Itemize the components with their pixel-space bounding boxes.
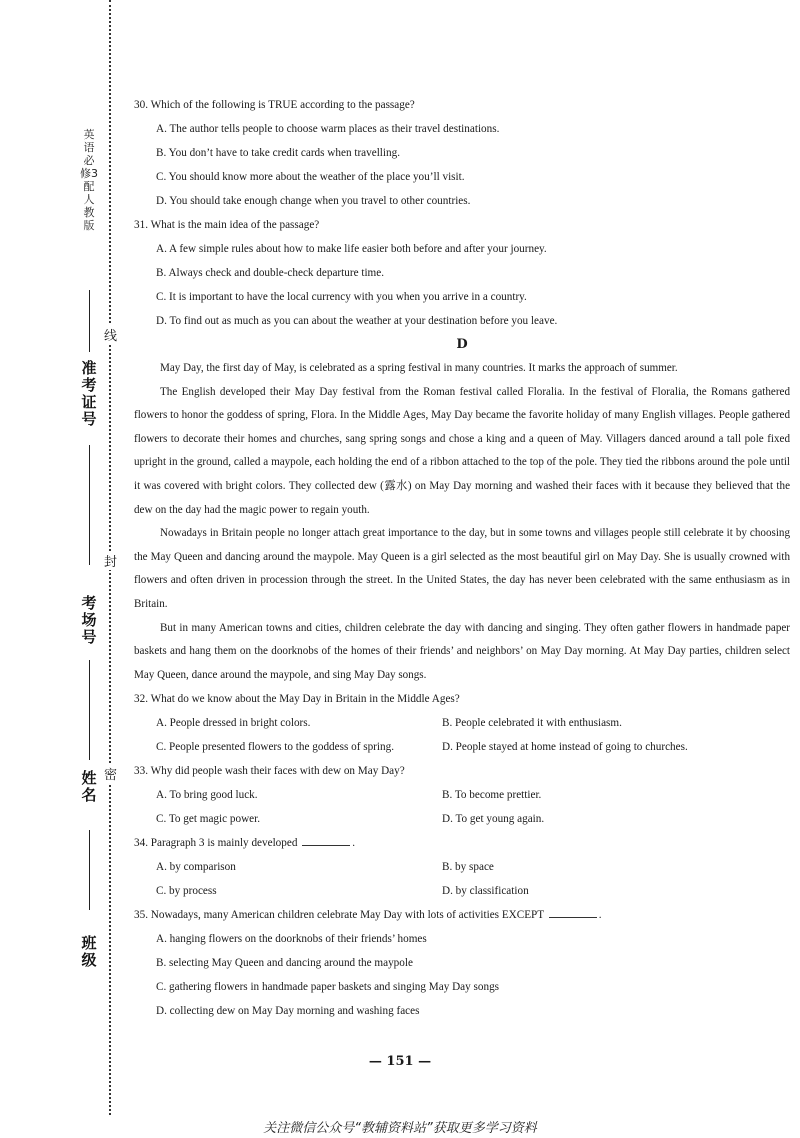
option-d: D. To find out as much as you can about the weather at your destination before you leave. xyxy=(156,315,558,327)
exam-room-label: 考场号 xyxy=(81,594,97,646)
option-b: B. You don’t have to take credit cards when travelling. xyxy=(156,147,400,159)
passage-paragraph-4: But in many American towns and cities, children celebrate the day with dancing and singing. They often gather flowers in handmade paper baskets and hang them on the doorknobs of the homes of their friends’ and neighbors’ on May Day morning. At May Day parties, children select May Queen, dance around the maypole, and sing May Day songs. xyxy=(134,621,790,681)
question-32 xyxy=(134,687,790,759)
question-stem: 30. Which of the following is TRUE according to the passage? xyxy=(134,99,415,111)
option-a: A. To bring good luck. xyxy=(156,789,258,802)
option-b: B. To become prettier. xyxy=(442,789,542,802)
answer-blank xyxy=(302,835,350,846)
option-a: A. People dressed in bright colors. xyxy=(156,717,311,730)
option-d: D. collecting dew on May Day morning and washing faces xyxy=(156,1005,420,1018)
passage xyxy=(134,357,790,687)
option-d: D. by classification xyxy=(442,885,529,898)
question-35 xyxy=(134,903,790,1023)
question-34 xyxy=(134,831,790,903)
question-30 xyxy=(134,93,790,213)
option-a: A. by comparison xyxy=(156,861,236,874)
answer-blank xyxy=(549,907,597,918)
question-33 xyxy=(134,759,790,831)
option-a: A. A few simple rules about how to make life easier both before and after your journey. xyxy=(156,243,547,255)
exam-number-label: 准考证号 xyxy=(81,359,97,428)
fold-mark-seal: 封 xyxy=(104,551,116,570)
question-stem: 32. What do we know about the May Day in Britain in the Middle Ages? xyxy=(134,693,460,706)
option-c: C. by process xyxy=(156,885,217,898)
option-d: D. People stayed at home instead of going to churches. xyxy=(442,741,688,754)
fold-mark-line: 线 xyxy=(104,325,116,344)
option-a: A. The author tells people to choose warm places as their travel destinations. xyxy=(156,123,500,135)
question-stem: 34. Paragraph 3 is mainly developed xyxy=(134,837,298,850)
field-rule xyxy=(89,290,90,352)
question-stem: 33. Why did people wash their faces with dew on May Day? xyxy=(134,765,405,778)
question-stem-row: 35. Nowadays, many American children celebrate May Day with lots of activities EXCEPT . xyxy=(134,909,602,922)
question-stem-row: 34. Paragraph 3 is mainly developed . xyxy=(134,837,356,850)
option-b: B. Always check and double-check departure time. xyxy=(156,267,385,279)
question-stem: 35. Nowadays, many American children celebrate May Day with lots of activities EXCEPT xyxy=(134,909,544,922)
name-label: 姓名 xyxy=(81,769,97,804)
passage-paragraph-2: The English developed their May Day festival from the Roman festival called Floralia. In the festival of Floralia, the Romans gathered flowers to honor the goddess of spring, Flora. In the Middle Ages, May Day became the favorite holiday of many English villages. People gathered flowers to decorate their homes and churches, sang spring songs and chose a king and a queen of May. Villagers danced around a tall pole fixed upright in the ground, called a maypole, each holding the end of a ribbon attached to the top of the pole. They tied the ribbons around the pole until it was covered with bright colors. They collected dew (露水) on May Day morning and washed their faces with it because they believed that the dew on the day had the magic power to regain youth. xyxy=(134,385,790,516)
section-title: D xyxy=(456,337,468,352)
passage-paragraph-3: Nowadays in Britain people no longer attach great importance to the day, but in some towns and villages people still celebrate it by choosing the May Queen and dancing around the maypole. May Queen is a girl selected as the most beautiful girl on May Day. She is usually crowned with flowers and often driven in procession through the street. In the United States, the day has never been celebrated with the same enthusiasm as in Britain. xyxy=(134,527,790,610)
option-a: A. hanging flowers on the doorknobs of their friends’ homes xyxy=(156,933,427,946)
option-c: C. People presented flowers to the goddess of spring. xyxy=(156,741,395,754)
fold-mark-secret: 密 xyxy=(104,764,116,783)
field-rule xyxy=(89,660,90,760)
subject-label: 英语 必修3 配人教版 xyxy=(80,128,98,232)
option-c: C. You should know more about the weather of the place you’ll visit. xyxy=(156,171,465,183)
field-rule xyxy=(89,830,90,910)
class-label: 班级 xyxy=(81,934,97,969)
option-b: B. People celebrated it with enthusiasm. xyxy=(442,717,622,730)
option-d: D. You should take enough change when you travel to other countries. xyxy=(156,195,471,207)
page-number: — 151 — xyxy=(368,1054,432,1069)
option-d: D. To get young again. xyxy=(442,813,545,826)
footer-note: 关注微信公众号“教辅资料站”获取更多学习资料 xyxy=(263,1121,537,1136)
option-c: C. To get magic power. xyxy=(156,813,261,826)
option-c: C. It is important to have the local currency with you when you arrive in a country. xyxy=(156,291,527,303)
main-content xyxy=(134,93,790,1023)
option-b: B. by space xyxy=(442,861,494,874)
passage-paragraph-1: May Day, the first day of May, is celebrated as a spring festival in many countries. It marks the approach of summer. xyxy=(160,362,678,374)
option-b: B. selecting May Queen and dancing around the maypole xyxy=(156,957,413,970)
option-c: C. gathering flowers in handmade paper baskets and singing May Day songs xyxy=(156,981,500,994)
field-rule xyxy=(89,445,90,565)
question-31 xyxy=(134,213,790,333)
question-stem: 31. What is the main idea of the passage? xyxy=(134,219,320,231)
